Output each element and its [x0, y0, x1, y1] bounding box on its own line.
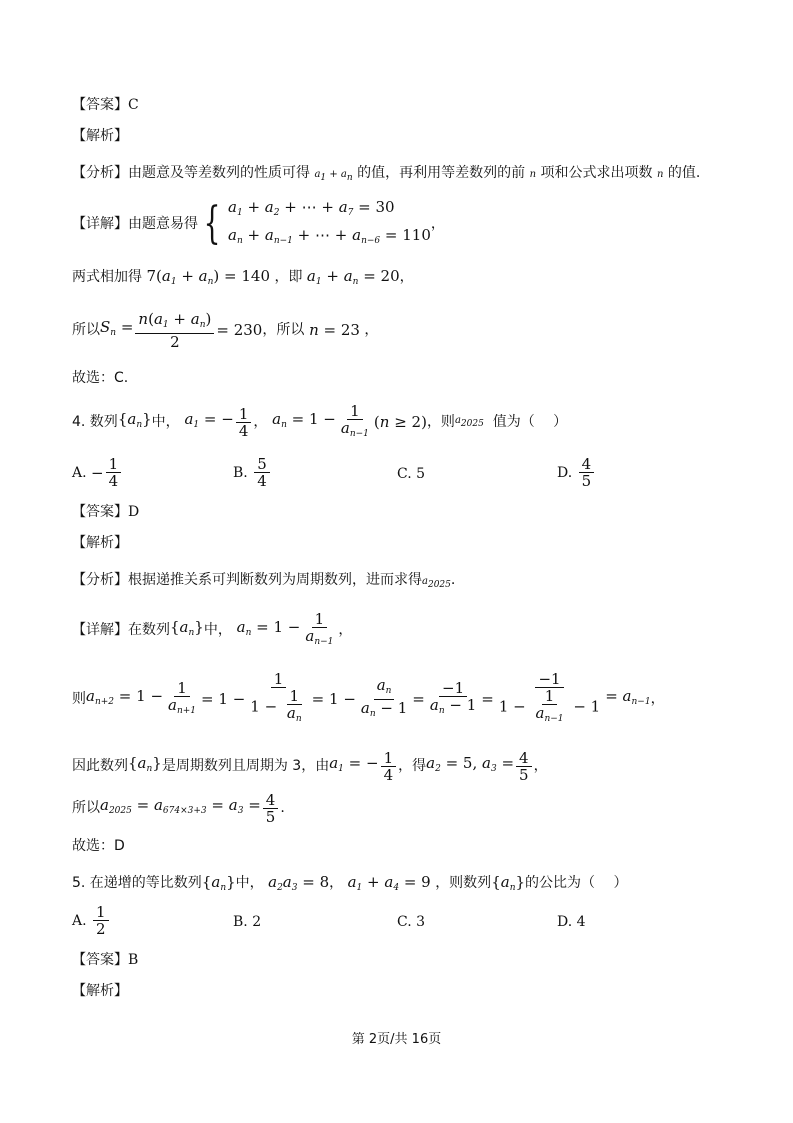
- q4-recursion: 则 $a_{n+2} = 1$ − $\frac{1}{a_{n+1}}$ = 1 − 1 1 − $\frac{1}{a_n}$ = 1 − $\frac{a_n}{a_n - 1}$ = $\frac{-1}{a_n - 1}$ = −1 1 − $\frac{1}{a_{n-1}}$ − 1 = $a_{n-1}$ ，: [72, 670, 665, 724]
- q4-result: 所以 $a_{2025} = a_{674\times 3+3} = a_3$ = $\frac{4}{5}$ .: [72, 790, 285, 826]
- q5-answer-line: 【答案】B: [72, 952, 139, 968]
- q3-answer-line: [72, 95, 139, 115]
- q4-answer-value: D: [128, 504, 140, 520]
- q4-conclusion: 故选：D: [72, 838, 125, 854]
- q3-detail: 【详解】 由题意易得 { $a_1 + a_2$ + ⋯ + $a_7 = 30$ $a_n + a_{n-1}$ + ⋯ + $a_{n-6} = 110$ ，: [72, 200, 445, 248]
- q4-detail: 【详解】 在数列 $\{a_n\}$ 中， $a_n = 1$ − $\frac{1}{a_{n-1}}$ ，: [72, 609, 353, 647]
- q4-period: 因此数列 $\{a_n\}$ 是周期数列且周期为 3，由 $a_1$ = − $\frac{1}{4}$ ，得 $a_2 = 5$, $a_3$ = $\frac{4}{5}$ ，: [72, 748, 548, 784]
- q3-sum-line: 两式相加得 $7(a_1 + a_n) = 140$ ，即 $a_1 + a_n = 20$，: [72, 267, 414, 287]
- q4-fenxi: 【分析】根据递推关系可判断数列为周期数列，进而求得$a_{2025}$.: [72, 572, 456, 590]
- q3-sn-line: 所以 $S_n$ = $\frac{n(a_1 + a_n)}{2}$ = 230 ，所以 n = 23 ，: [72, 309, 379, 351]
- answer-tag: 【答案】: [72, 97, 128, 113]
- q4-option-a[interactable]: A. − $\frac{1}{4}$: [72, 456, 123, 489]
- equation-system: { $a_1 + a_2$ + ⋯ + $a_7 = 30$ $a_n + a_{n-1}$ + ⋯ + $a_{n-6} = 110$: [203, 198, 431, 249]
- q5-option-c[interactable]: C. 3: [397, 914, 426, 930]
- q3-conclusion: 故选：C.: [72, 370, 129, 386]
- q5-option-a[interactable]: A. $\frac{1}{2}$: [72, 904, 111, 937]
- page-footer: 第 2页/共 16页: [351, 1032, 442, 1047]
- q5-option-b[interactable]: B. 2: [233, 914, 262, 930]
- q5-option-d[interactable]: D. 4: [557, 914, 586, 930]
- q4-option-b[interactable]: B. $\frac{5}{4}$: [233, 456, 272, 489]
- q4-option-c[interactable]: C. 5: [397, 466, 426, 482]
- q5-answer-value: B: [128, 952, 139, 968]
- q4-answer-line: 【答案】D: [72, 504, 140, 520]
- q5-stem: 5. 在递增的等比数列$\{a_n\}$中， $a_2a_3 = 8$， $a_1 + a_4 = 9$ ，则数列$\{a_n\}$的公比为（ ）: [72, 873, 628, 893]
- q4-analysis-tag: 【解析】: [72, 535, 128, 551]
- q4-option-d[interactable]: D. $\frac{4}{5}$: [557, 456, 596, 489]
- q3-fenxi: 【分析】由题意及等差数列的性质可得 $a_1 + a_n$ 的值，再利用等差数列的前 n 项和公式求出项数 n 的值.: [72, 165, 701, 183]
- fenxi-tag: 【分析】: [72, 165, 128, 181]
- q3-analysis-tag: 【解析】: [72, 128, 128, 144]
- q5-analysis-tag: 【解析】: [72, 983, 128, 999]
- q3-answer-value: C: [128, 97, 139, 113]
- q4-stem: 4. 数列 $\{a_n\}$ 中， $a_1$ = − $\frac{1}{4}$ ， $a_n = 1$ − $\frac{1}{a_{n-1}}$ (n ≥ 2) ，则 $a_{2025}$ 值为（ ）: [72, 401, 568, 440]
